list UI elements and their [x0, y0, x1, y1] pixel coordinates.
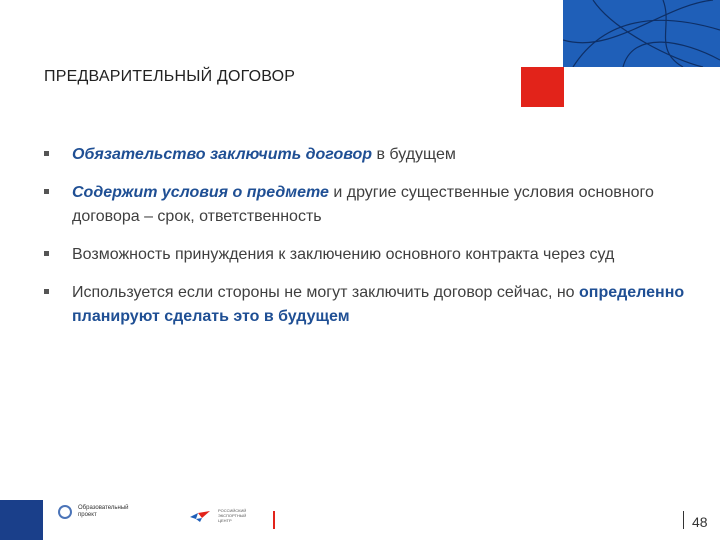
bullet-marker-icon	[44, 251, 49, 256]
bullet-marker-icon	[44, 189, 49, 194]
decorative-lines-icon	[563, 0, 720, 67]
bullet-text: Возможность принуждения к заключению основного контракта через суд	[72, 246, 615, 263]
bullet-item	[44, 281, 694, 329]
footer-red-divider	[273, 511, 275, 529]
logo-line: РОССИЙСКИЙ	[218, 508, 247, 513]
page-number-divider	[683, 511, 684, 529]
logo-text	[218, 508, 246, 523]
bullet-item	[44, 243, 694, 267]
decorative-blue-block	[563, 0, 720, 67]
bullet-highlight: определенно планируют сделать это в будущем	[72, 284, 685, 325]
export-center-mark-icon	[188, 509, 214, 523]
logo-text	[78, 505, 128, 519]
logo-line: ЭКСПОРТНЫЙ	[218, 513, 247, 518]
logo-line: Образовательный	[78, 505, 129, 511]
bullet-marker-icon	[44, 289, 49, 294]
export-center-logo	[188, 508, 246, 523]
bullet-highlight: Содержит условия о предмете	[72, 184, 329, 201]
globe-emblem-icon	[58, 505, 72, 519]
education-project-logo	[58, 505, 128, 519]
bullet-text: в будущем	[372, 146, 456, 163]
logo-line: проект	[78, 512, 97, 518]
slide-title: ПРЕДВАРИТЕЛЬНЫЙ ДОГОВОР	[44, 68, 296, 85]
bullet-marker-icon	[44, 151, 49, 156]
bullet-item	[44, 143, 694, 167]
bullet-item	[44, 181, 694, 229]
bullet-highlight: Обязательство заключить договор	[72, 146, 373, 163]
decorative-red-square	[521, 67, 564, 107]
bullet-text: и другие существенные условия основного договора – срок, ответственность	[72, 184, 654, 225]
page-number: 48	[692, 514, 708, 530]
bullet-text: Используется если стороны не могут заключить договор сейчас, но	[72, 284, 580, 301]
bullet-list	[44, 143, 694, 343]
logo-line: ЦЕНТР	[218, 518, 232, 523]
footer-blue-block	[0, 500, 43, 540]
